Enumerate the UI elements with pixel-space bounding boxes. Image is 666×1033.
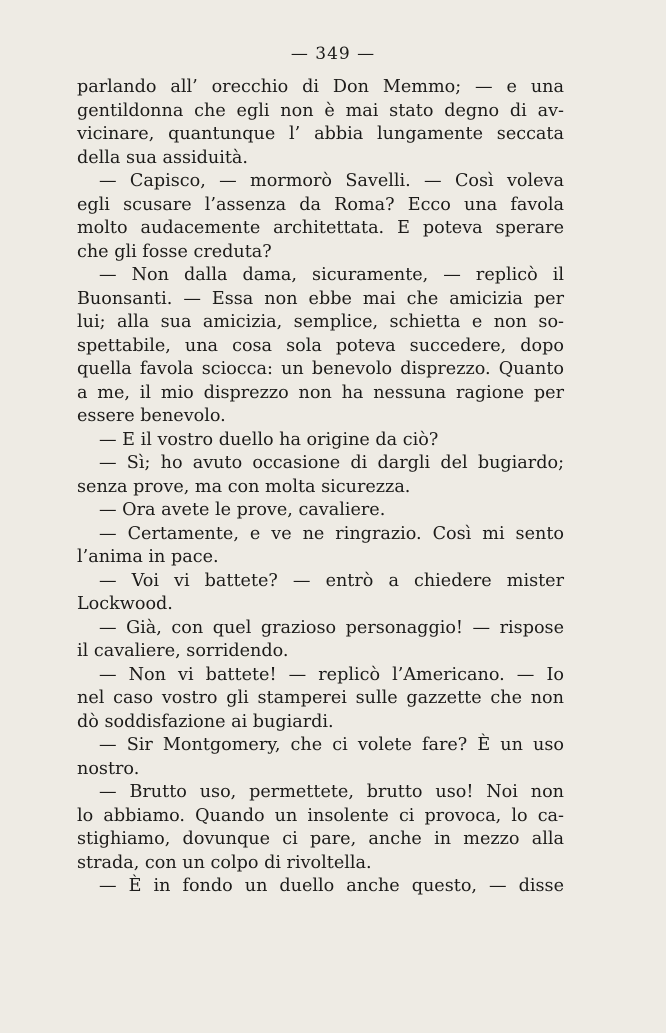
text-line: nel caso vostro gli stamperei sulle gazzette che non [77, 688, 564, 708]
page-number: — 349 — [290, 44, 376, 64]
text-line: lui; alla sua amicizia, semplice, schietta e non so- [77, 312, 564, 332]
text-line: l’anima in pace. [77, 547, 219, 567]
text-line: il cavaliere, sorridendo. [77, 641, 289, 661]
text-line: nostro. [77, 758, 140, 779]
text-line: a me, il mio disprezzo non ha nessuna ragione per [77, 382, 564, 403]
text-line: — Sì; ho avuto occasione di dargli del bugiardo; [99, 453, 564, 473]
text-line: — Brutto uso, permettete, brutto uso! Noi non [99, 782, 564, 802]
text-line: — E il vostro duello ha origine da ciò? [99, 429, 439, 450]
text-line: — È in fondo un duello anche questo, — disse [99, 876, 564, 896]
text-line: — Già, con quel grazioso personaggio! — rispose [99, 617, 564, 638]
text-line: strada, con un colpo di rivoltella. [77, 852, 372, 873]
text-line: della sua assiduità. [77, 147, 248, 168]
text-line: — Sir Montgomery, che ci volete fare? È un uso [99, 735, 564, 755]
body-text [77, 76, 564, 899]
text-line: Lockwood. [77, 594, 173, 614]
text-line: — Non vi battete! — replicò l’Americano. — Io [99, 664, 564, 685]
text-line: essere benevolo. [77, 406, 226, 426]
text-line: gentildonna che egli non è mai stato degno di av- [77, 100, 564, 121]
text-line: egli scusare l’assenza da Roma? Ecco una favola [77, 194, 564, 215]
text-line: molto audacemente architettata. E poteva sperare [77, 218, 564, 238]
text-line: quella favola sciocca: un benevolo disprezzo. Quanto [77, 359, 564, 379]
text-line: vicinare, quantunque l’ abbia lungamente seccata [77, 124, 564, 144]
text-line: — Certamente, e ve ne ringrazio. Così mi sento [99, 523, 564, 544]
text-line: stighiamo, dovunque ci pare, anche in mezzo alla [77, 829, 564, 849]
text-line: che gli fosse creduta? [77, 241, 272, 262]
text-line: parlando all’ orecchio di Don Memmo; — e una [77, 77, 564, 97]
text-line: — Non dalla dama, sicuramente, — replicò il [99, 265, 564, 285]
text-line: — Ora avete le prove, cavaliere. [99, 500, 386, 520]
text-line: spettabile, una cosa sola poteva succedere, dopo [77, 335, 564, 356]
text-line: — Capisco, — mormorò Savelli. — Così voleva [99, 171, 564, 191]
text-line: dò soddisfazione ai bugiardi. [77, 711, 334, 732]
text-line: — Voi vi battete? — entrò a chiedere mister [99, 570, 564, 591]
text-line: Buonsanti. — Essa non ebbe mai che amicizia per [77, 288, 564, 309]
text-line: senza prove, ma con molta sicurezza. [77, 476, 411, 497]
text-line: lo abbiamo. Quando un insolente ci provoca, lo ca- [77, 805, 564, 826]
